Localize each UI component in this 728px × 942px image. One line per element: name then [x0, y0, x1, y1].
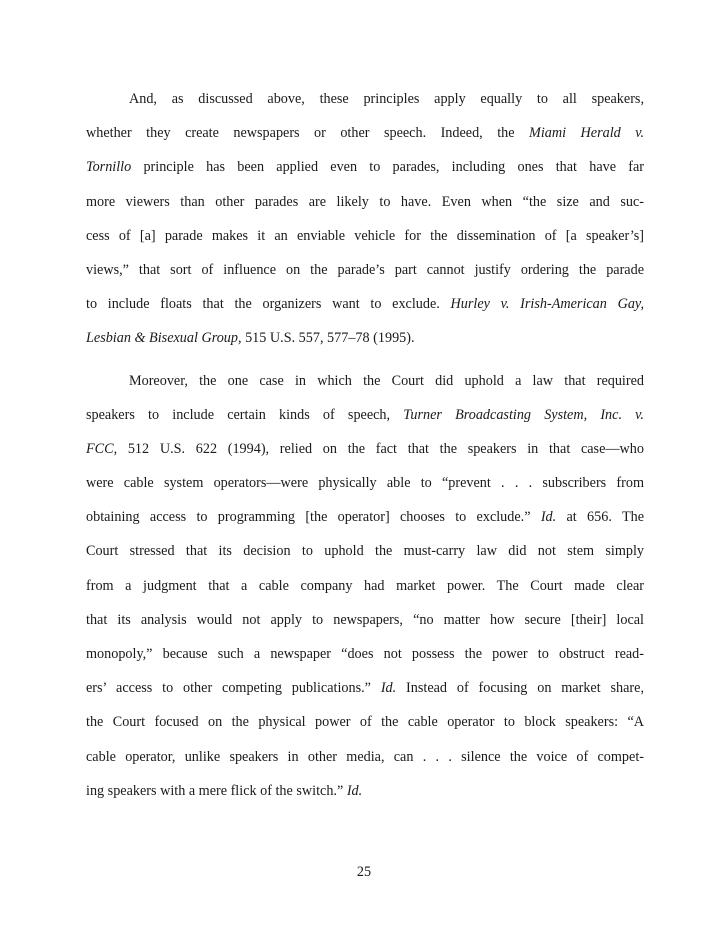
text-line [86, 569, 644, 603]
text-run: were cable system operators—were physically able to “prevent . . . subscribers from [86, 475, 644, 492]
text-run: views,” that sort of influence on the parade’s part cannot justify ordering the parade [86, 261, 644, 278]
text-run: cess of [a] parade makes it an enviable vehicle for the dissemination of [a speaker’s] [86, 227, 644, 244]
text-run: at 656. The [556, 509, 644, 526]
text-line [86, 219, 644, 253]
italic-citation: Tornillo [86, 159, 132, 176]
text-run: to include floats that the organizers want to exclude. [86, 296, 451, 313]
paragraph [86, 82, 644, 356]
paragraph [86, 364, 644, 808]
italic-citation: Id. [380, 680, 397, 697]
document-body [86, 82, 644, 808]
text-line [86, 534, 644, 568]
text-line [86, 705, 644, 739]
text-line [86, 740, 644, 774]
text-run: , 515 U.S. 557, 577–78 (1995). [237, 330, 415, 347]
text-run: that its analysis would not apply to newspapers, “no matter how secure [their] local [86, 611, 644, 628]
text-line [86, 253, 644, 287]
italic-citation: Lesbian & Bisexual Group [86, 330, 238, 347]
italic-citation: Hurley v. Irish-American Gay, [450, 296, 644, 313]
text-line [86, 671, 644, 705]
text-line [86, 116, 644, 150]
text-line [86, 637, 644, 671]
text-run: from a judgment that a cable company had market power. The Court made clear [86, 577, 644, 594]
text-run: , 512 U.S. 622 (1994), relied on the fact that the speakers in that case—who [113, 440, 644, 457]
italic-citation: FCC [86, 440, 114, 457]
text-run: Instead of focusing on market share, [396, 680, 644, 697]
text-line [86, 287, 644, 321]
text-run: more viewers than other parades are likely to have. Even when “the size and suc- [86, 193, 644, 210]
text-line [86, 364, 644, 398]
text-run: whether they create newspapers or other speech. Indeed, the [86, 125, 530, 142]
text-line [86, 150, 644, 184]
text-run: And, as discussed above, these principles apply equally to all speakers, [129, 91, 644, 107]
text-run: ing speakers with a mere flick of the switch.” [86, 782, 347, 799]
text-line [86, 321, 644, 355]
text-line [86, 82, 644, 116]
italic-citation: Turner Broadcasting System, Inc. v. [403, 406, 644, 423]
text-run: principle has been applied even to parades, including ones that have far [131, 159, 644, 176]
text-line [86, 500, 644, 534]
text-run: Court stressed that its decision to uphold the must-carry law did not stem simply [86, 543, 644, 560]
text-run: the Court focused on the physical power of the cable operator to block speakers: “A [86, 714, 644, 731]
text-line [86, 603, 644, 637]
text-run: monopoly,” because such a newspaper “does not possess the power to obstruct read- [86, 646, 644, 662]
text-run: Moreover, the one case in which the Court did uphold a law that required [129, 372, 644, 389]
text-run: cable operator, unlike speakers in other media, can . . . silence the voice of compet- [86, 748, 644, 765]
text-line [86, 432, 644, 466]
italic-citation: Id. [346, 782, 363, 799]
text-line [86, 774, 644, 808]
text-line [86, 466, 644, 500]
text-run: speakers to include certain kinds of speech, [86, 406, 404, 423]
paragraph-spacer [86, 356, 644, 364]
text-run: ers’ access to other competing publications.” [86, 680, 381, 697]
italic-citation: Id. [540, 509, 557, 526]
text-line [86, 185, 644, 219]
page-number: 25 [356, 864, 372, 880]
italic-citation: Miami Herald v. [529, 125, 644, 142]
text-run: obtaining access to programming [the operator] chooses to exclude.” [86, 509, 541, 526]
text-line [86, 398, 644, 432]
